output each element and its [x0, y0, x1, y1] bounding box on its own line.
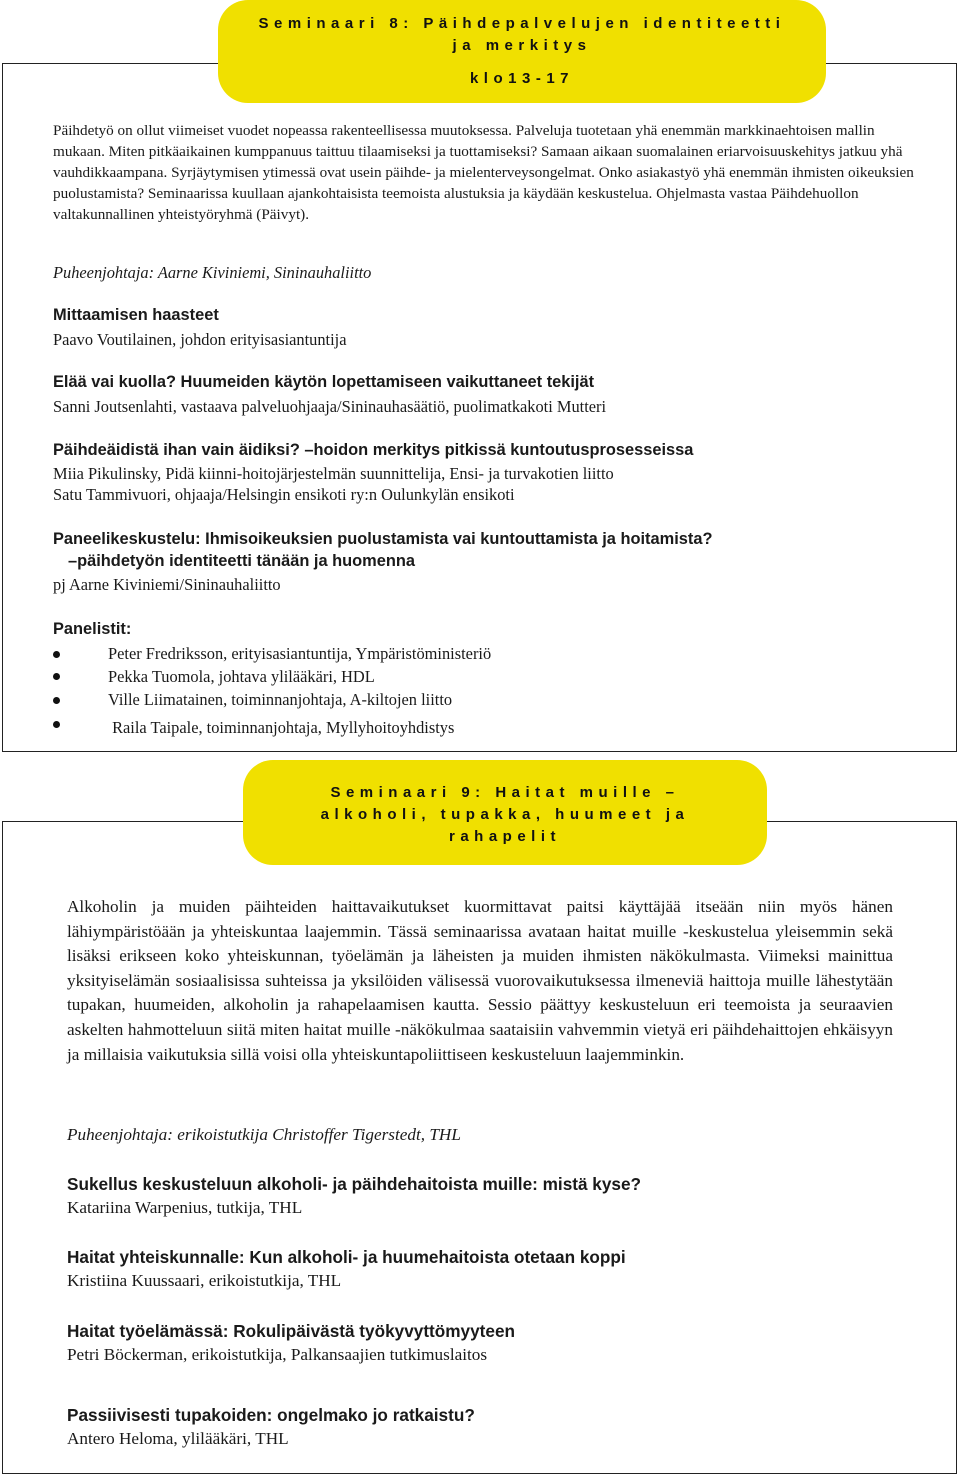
panelists-label: Panelistit: — [53, 620, 132, 638]
seminar-9-talk-1-title: Sukellus keskusteluun alkoholi- ja päihdehaitoista muille: mistä kyse? — [67, 1174, 642, 1194]
panelist-item: Raila Taipale, toiminnanjohtaja, Myllyhoitoyhdistys — [108, 718, 455, 737]
seminar-8-intro: Päihdetyö on ollut viimeiset vuodet nopeassa rakenteellisessa muutoksessa. Palveluja tuotetaan yhä enemmän markkinaehtoisen mallin mukaan. Miten pitkäaikainen kumppanuus taittuu tilaamiseksi ja tuottamiseksi? Samaan aikaan suomalainen eriarvoisuuskehitys jatkuu yhä vauhdikkaampana. Syrjäytymisen ytimessä ovat usein päihde- ja mielenterveysongelmat. Onko asiakastyö yhä enemmän ihmisten oikeuksien puolustamista? Seminaarissa kuullaan ajankohtaisista teemoista alustuksia ja käydään keskustelua. Ohjelmasta vastaa Päihdehuollon valtakunnallinen yhteistyöryhmä (Päivyt). — [53, 122, 914, 223]
panel-title-1: Paneelikeskustelu: Ihmisoikeuksien puolustamista vai kuntouttamista ja hoitamista? — [53, 530, 713, 548]
seminar-9-talk-4-title: Passiivisesti tupakoiden: ongelmako jo ratkaistu? — [67, 1405, 475, 1425]
seminar-9-intro: Alkoholin ja muiden päihteiden haittavaikutukset kuormittavat paitsi käyttäjää itseään niin myös hänen lähiympäristöään ja yhteiskuntaa laajemmin. Tässä seminaarissa avataan haitat muille -keskustelua yleisemmin sekä lisäksi erikseen koko yhteiskunnan, työelämän ja läheisten ja muiden ihmisten näkökulmasta. Viimeksi mainittua yksityiselämän sosiaalisissa suhteissa ja yksilöiden välisessä vuorovaikutuksessa ilmeneviä haittoja muille lähestytään tupakan, huumeiden, alkoholin ja rahapelaamisen kautta. Sessio päättyy keskusteluun eri teemoista ja seuraavien askelten hahmotteluun siitä miten haitat muille -näkökulmaa saataisiin vahvemmin vietyä eri päihdehaittojen ehkäisyyn ja millaisia vaikutuksia sillä voisi olla yhteiskuntapoliittiseen keskusteluun laajemminkin. — [67, 897, 893, 1064]
talk-3-speaker-1: Miia Pikulinsky, Pidä kiinni-hoitojärjestelmän suunnittelija, Ensi- ja turvakotien liitto — [53, 464, 614, 483]
panel-chair: pj Aarne Kiviniemi/Sininauhaliitto — [53, 575, 281, 594]
bullet-icon — [53, 697, 60, 704]
talk-2-title: Elää vai kuolla? Huumeiden käytön lopettamiseen vaikuttaneet tekijät — [53, 373, 595, 391]
seminar-9-talk-4-speaker: Antero Heloma, ylilääkäri, THL — [67, 1429, 289, 1448]
seminar-8-time: klo13-17 — [469, 70, 575, 87]
talk-1-speaker: Paavo Voutilainen, johdon erityisasiantuntija — [53, 330, 347, 349]
seminar-9-title-line2: alkoholi, tupakka, huumeet ja — [320, 806, 690, 823]
bullet-icon — [53, 721, 60, 728]
seminar-9-talk-3-speaker: Petri Böckerman, erikoistutkija, Palkansaajien tutkimuslaitos — [67, 1345, 488, 1364]
talk-2-speaker: Sanni Joutsenlahti, vastaava palveluohjaaja/Sininauhasäätiö, puolimatkakoti Mutteri — [53, 397, 607, 416]
seminar-8-chair: Puheenjohtaja: Aarne Kiviniemi, Sininauhaliitto — [53, 263, 372, 282]
talk-3-title: Päihdeäidistä ihan vain äidiksi? –hoidon merkitys pitkissä kuntoutusprosesseissa — [53, 441, 694, 459]
talk-3-speaker-2: Satu Tammivuori, ohjaaja/Helsingin ensikoti ry:n Oulunkylän ensikoti — [53, 485, 515, 504]
bullet-icon — [53, 673, 60, 680]
talk-1-title: Mittaamisen haasteet — [53, 306, 219, 324]
seminar-8-title-tag — [218, 0, 826, 103]
seminar-9-talk-2-title: Haitat yhteiskunnalle: Kun alkoholi- ja huumehaitoista otetaan koppi — [67, 1247, 626, 1267]
seminar-9-chair: Puheenjohtaja: erikoistutkija Christoffer Tigerstedt, THL — [67, 1125, 461, 1144]
seminar-9-title-line1: Seminaari 9: Haitat muille – — [330, 784, 680, 801]
seminar-9-talk-1-speaker: Katariina Warpenius, tutkija, THL — [67, 1198, 303, 1217]
panelist-item: Ville Liimatainen, toiminnanjohtaja, A-kiltojen liitto — [108, 690, 453, 709]
bullet-icon — [53, 651, 60, 658]
panelist-item: Peter Fredriksson, erityisasiantuntija, Ympäristöministeriö — [108, 644, 492, 663]
seminar-8-title-line2: ja merkitys — [452, 37, 592, 54]
seminar-9-title-tag — [243, 760, 767, 865]
panel-title-2: –päihdetyön identiteetti tänään ja huomenna — [68, 552, 415, 570]
seminar-8-title-line1: Seminaari 8: Päihdepalvelujen identiteetti — [258, 15, 786, 32]
seminar-9-talk-3-title: Haitat työelämässä: Rokulipäivästä työkyvyttömyyteen — [67, 1321, 516, 1341]
panelist-item: Pekka Tuomola, johtava ylilääkäri, HDL — [108, 667, 375, 686]
seminar-9-talk-2-speaker: Kristiina Kuussaari, erikoistutkija, THL — [67, 1271, 342, 1290]
seminar-9-title-line3: rahapelit — [448, 828, 562, 845]
